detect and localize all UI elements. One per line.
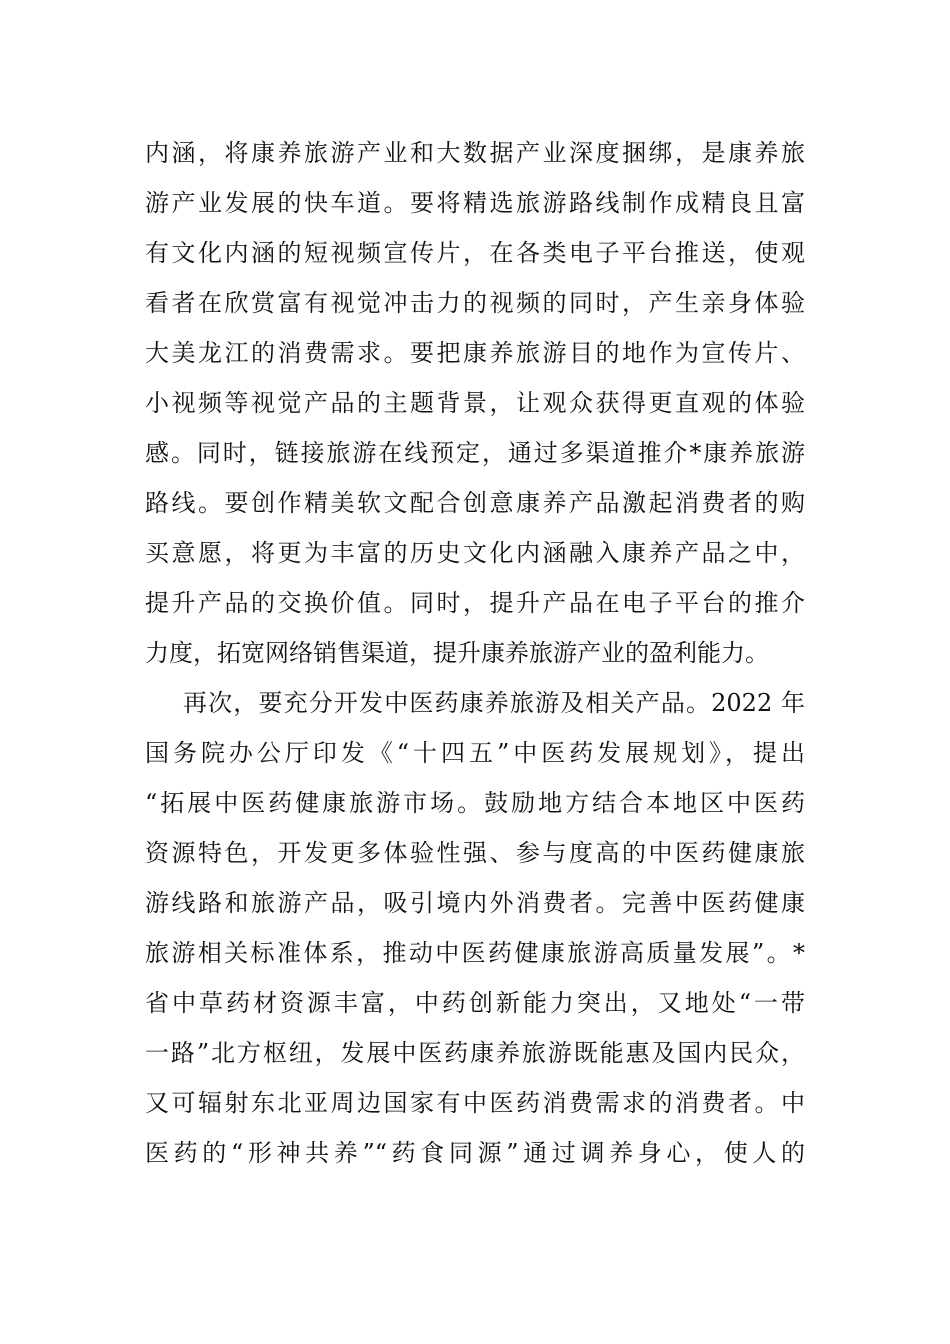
text-line: “拓展中医药健康旅游市场。鼓励地方结合本地区中医药 (145, 789, 805, 817)
text-line: 国务院办公厅印发《“十四五”中医药发展规划》，提出 (145, 739, 805, 767)
paragraph-end-line: 力度，拓宽网络销售渠道，提升康养旅游产业的盈利能力。 (145, 639, 769, 667)
text-line: 游产业发展的快车道。要将精选旅游路线制作成精良且富 (145, 189, 805, 217)
text-line: 一路”北方枢纽，发展中医药康养旅游既能惠及国内民众， (145, 1039, 805, 1067)
text-line: 省中草药材资源丰富，中药创新能力突出，又地处“一带 (145, 989, 805, 1017)
text-line: 小视频等视觉产品的主题背景，让观众获得更直观的体验 (145, 389, 805, 417)
text-line: 有文化内涵的短视频宣传片，在各类电子平台推送，使观 (145, 239, 805, 267)
text-line: 医药的“形神共养”“药食同源”通过调养身心，使人的 (145, 1139, 805, 1167)
text-line: 路线。要创作精美软文配合创意康养产品激起消费者的购 (145, 489, 805, 517)
paragraph-start-line: 再次，要充分开发中医药康养旅游及相关产品。2022 年 (183, 689, 805, 717)
text-line: 看者在欣赏富有视觉冲击力的视频的同时，产生亲身体验 (145, 289, 805, 317)
text-line: 大美龙江的消费需求。要把康养旅游目的地作为宣传片、 (145, 339, 805, 367)
text-line: 感。同时，链接旅游在线预定，通过多渠道推介*康养旅游 (145, 439, 805, 467)
text-line: 提升产品的交换价值。同时，提升产品在电子平台的推介 (145, 589, 805, 617)
text-line: 旅游相关标准体系，推动中医药健康旅游高质量发展”。* (145, 939, 805, 967)
text-line: 游线路和旅游产品，吸引境内外消费者。完善中医药健康 (145, 889, 805, 917)
text-line: 资源特色，开发更多体验性强、参与度高的中医药健康旅 (145, 839, 805, 867)
text-line: 内涵，将康养旅游产业和大数据产业深度捆绑，是康养旅 (145, 139, 805, 167)
text-line: 又可辐射东北亚周边国家有中医药消费需求的消费者。中 (145, 1089, 805, 1117)
body-text (145, 128, 805, 1178)
text-line: 买意愿，将更为丰富的历史文化内涵融入康养产品之中， (145, 539, 805, 567)
